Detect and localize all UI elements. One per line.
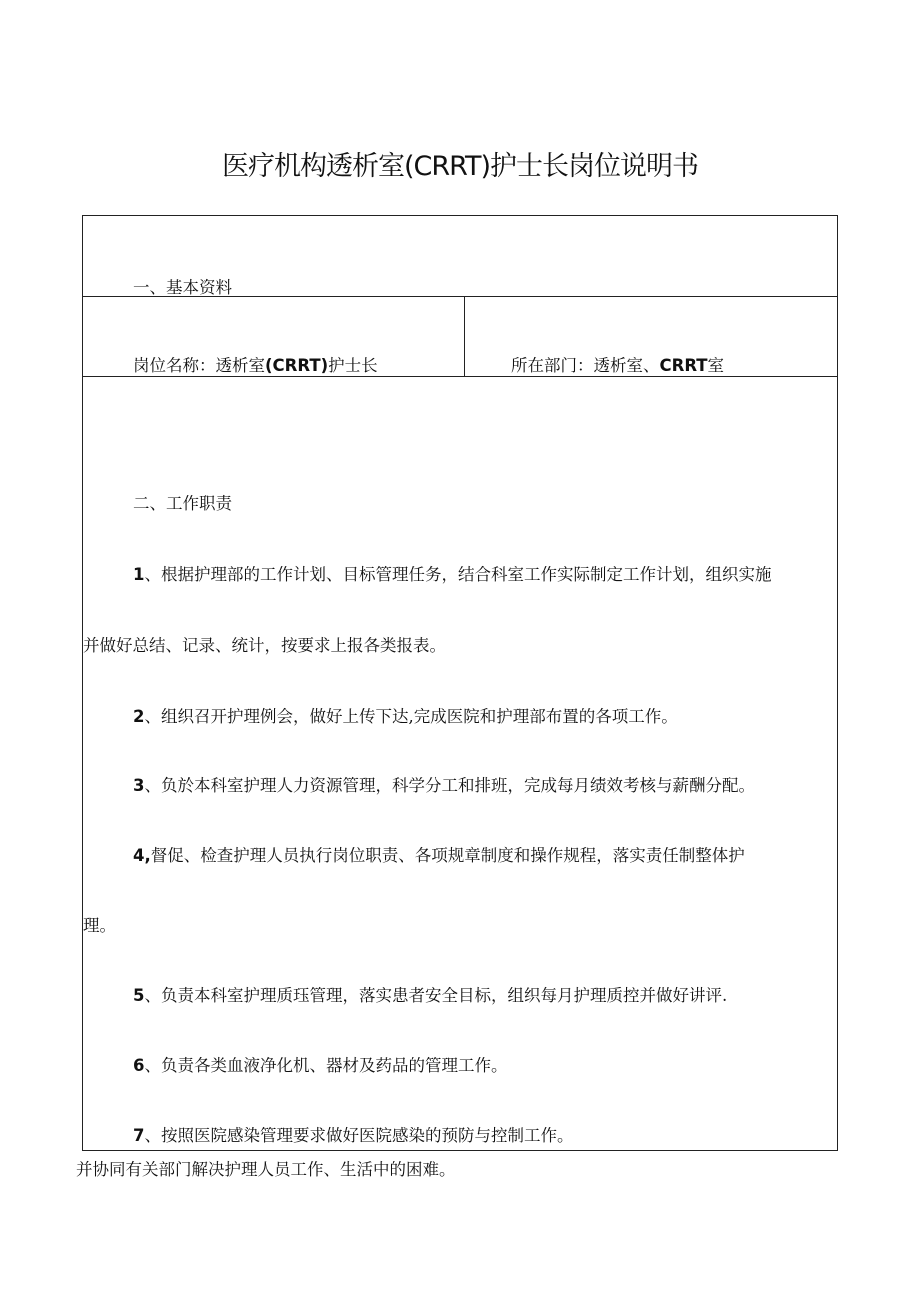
job-description-table xyxy=(82,215,838,1151)
duty-number: 7 xyxy=(133,1126,145,1145)
duty-number: 6 xyxy=(133,1056,145,1075)
duty-text: 组织召开护理例会，做好上传下达,完成医院和护理部布置的各项工作。 xyxy=(160,707,678,726)
duty-item-3 xyxy=(133,772,755,796)
duty-item-4-continuation: 理。 xyxy=(83,916,116,935)
duties-trailing-text: 并协同有关部门解决护理人员工作、生活中的困难。 xyxy=(76,1160,456,1179)
document-title: 医疗机构透析室(CRRT)护士长岗位说明书 xyxy=(222,151,698,182)
duty-item-7 xyxy=(133,1122,573,1146)
duty-separator: 、 xyxy=(144,707,161,726)
duty-number: 1 xyxy=(133,565,145,584)
duty-text: 负於本科室护理人力资源管理，科学分工和排班，完成每月绩效考核与薪酬分配。 xyxy=(160,776,755,795)
duty-text: 根据护理部的工作计划、目标管理任务，结合科室工作实际制定工作计划，组织实施 xyxy=(160,565,772,584)
duty-number: 5 xyxy=(133,986,145,1005)
duty-item-2 xyxy=(133,703,678,727)
position-name-cell xyxy=(133,352,378,376)
position-name-value-pre: 透析室 xyxy=(215,356,265,375)
section-duties-heading: 二、工作职责 xyxy=(133,494,232,513)
duty-separator: 、 xyxy=(144,986,161,1005)
duty-separator: 、 xyxy=(144,1056,161,1075)
duty-text: 负责本科室护理质珏管理，落实患者安全目标，组织每月护理质控并做好讲评. xyxy=(160,986,728,1005)
department-label: 所在部门： xyxy=(511,356,594,375)
table-row-divider xyxy=(83,376,837,377)
duty-item-6 xyxy=(133,1052,507,1076)
duty-item-5 xyxy=(133,982,727,1006)
position-name-value-code: (CRRT) xyxy=(265,356,329,375)
duty-separator: 、 xyxy=(144,565,161,584)
duty-text: 督促、检查护理人员执行岗位职责、各项规章制度和操作规程，落实责任制整体护 xyxy=(150,846,745,865)
table-column-divider xyxy=(464,296,465,376)
duty-item-4 xyxy=(133,842,745,866)
section-basic-heading: 一、基本资料 xyxy=(133,278,232,297)
duty-item-1-continuation: 并做好总结、记录、统计，按要求上报各类报表。 xyxy=(83,636,446,655)
department-value-post: 室 xyxy=(707,356,725,375)
duty-separator: 、 xyxy=(144,776,161,795)
duty-number: 4, xyxy=(133,846,151,865)
duty-number: 3 xyxy=(133,776,145,795)
duty-text: 负责各类血液净化机、器材及药品的管理工作。 xyxy=(160,1056,508,1075)
duty-item-1 xyxy=(133,561,771,585)
duty-number: 2 xyxy=(133,707,145,726)
department-cell xyxy=(511,352,724,376)
position-name-value-post: 护士长 xyxy=(328,356,378,375)
position-name-label: 岗位名称： xyxy=(133,356,216,375)
duty-text: 按照医院感染管理要求做好医院感染的预防与控制工作。 xyxy=(160,1126,574,1145)
duty-separator: 、 xyxy=(144,1126,161,1145)
department-value-pre: 透析室、 xyxy=(593,356,660,375)
department-value-code: CRRT xyxy=(659,356,708,375)
